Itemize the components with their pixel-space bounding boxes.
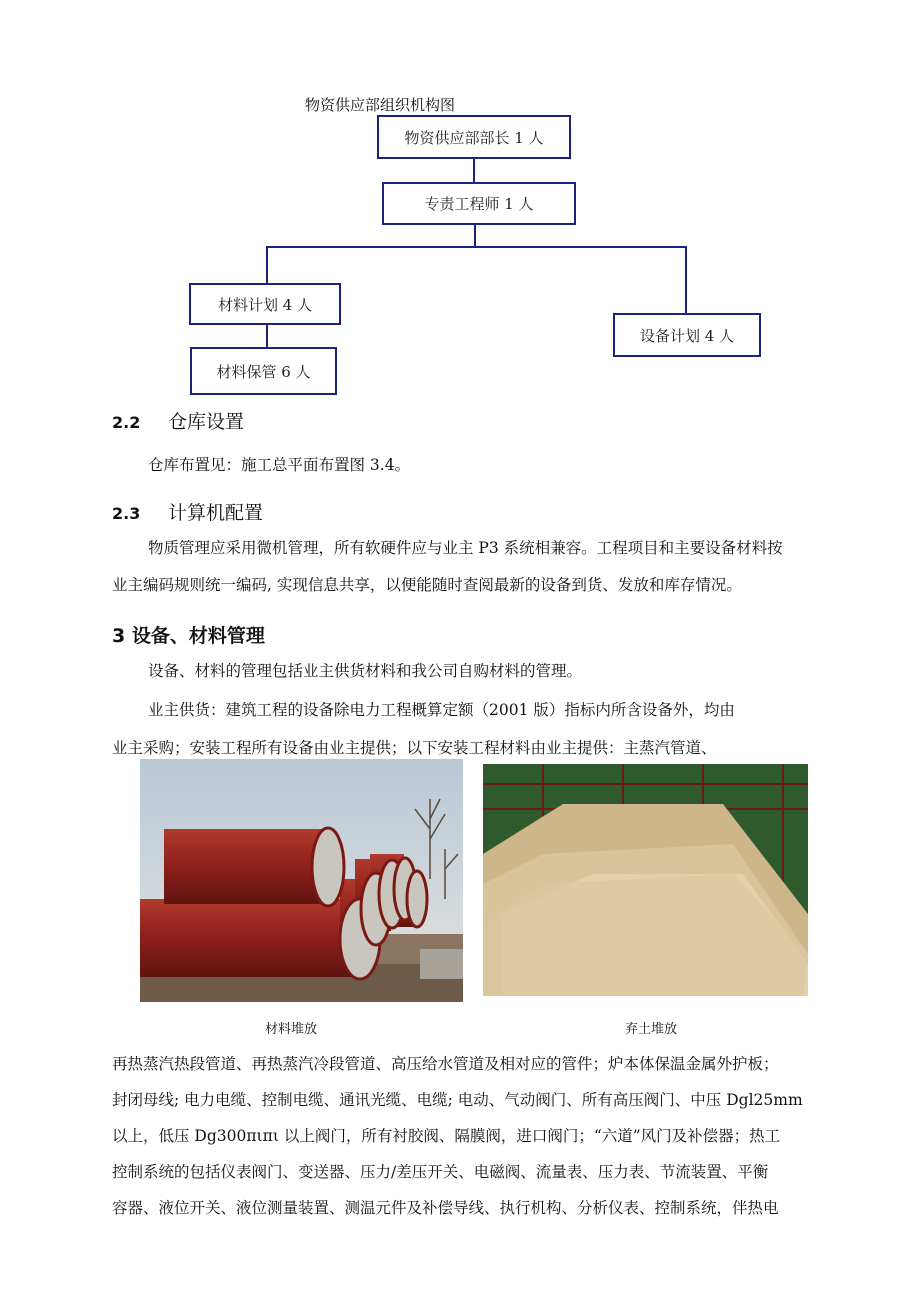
section-heading-2-3 xyxy=(112,498,263,525)
paragraph-line: 控制系统的包括仪表阀门、变送器、压力/差压开关、电磁阀、流量表、压力表、节流装置、平衡 xyxy=(112,1163,769,1181)
paragraph-line: 业主供货：建筑工程的设备除电力工程概算定额（2001 版）指标内所含设备外，均由 xyxy=(148,701,735,719)
org-connector xyxy=(266,246,687,248)
paragraph-line: 物质管理应采用微机管理，所有软硬件应与业主 P3 系统相兼容。工程项目和主要设备材料按 xyxy=(148,539,783,557)
section-number: 2.3 xyxy=(112,504,141,523)
org-connector xyxy=(685,246,687,315)
org-box-material-plan: 材料计划 4 人 xyxy=(189,283,341,325)
paragraph-line: 再热蒸汽热段管道、再热蒸汽冷段管道、高压给水管道及相对应的管件；炉本体保温金属外护板； xyxy=(112,1055,779,1073)
paragraph: 设备、材料的管理包括业主供货材料和我公司自购材料的管理。 xyxy=(148,662,583,680)
org-box-engineer: 专责工程师 1 人 xyxy=(382,182,576,225)
section-heading-3: 3 设备、材料管理 xyxy=(112,625,265,647)
paragraph-line: 容器、液位开关、液位测量装置、测温元件及补偿导线、执行机构、分析仪表、控制系统，伴热电 xyxy=(112,1199,779,1217)
org-box-material-store: 材料保管 6 人 xyxy=(190,347,337,395)
paragraph-line: 以上，低压 Dg300πιπι 以上阀门，所有衬胶阀、隔膜阀，进口阀门；“六道”风门及补偿器；热工 xyxy=(112,1127,781,1145)
photo-caption-right: 弃土堆放 xyxy=(625,1022,678,1037)
paragraph-line: 业主编码规则统一编码, 实现信息共享，以便能随时查阅最新的设备到货、发放和库存情况。 xyxy=(112,576,742,594)
section-title: 仓库设置 xyxy=(168,411,245,433)
paragraph-line: 封闭母线; 电力电缆、控制电缆、通讯光缆、电缆; 电动、气动阀门、所有高压阀门、中压 Dgl25mm xyxy=(112,1091,803,1109)
org-connector xyxy=(474,225,476,247)
soil-photo xyxy=(483,764,808,996)
section-title: 计算机配置 xyxy=(168,502,264,524)
pipes-photo xyxy=(140,759,463,1002)
org-chart-title: 物资供应部组织机构图 xyxy=(305,96,456,114)
photo-caption-left: 材料堆放 xyxy=(265,1022,318,1037)
org-connector xyxy=(266,325,268,348)
org-connector xyxy=(266,246,268,284)
org-box-head: 物资供应部部长 1 人 xyxy=(377,115,571,159)
section-heading-2-2 xyxy=(112,407,244,434)
section-number: 2.2 xyxy=(112,413,141,432)
org-connector xyxy=(473,159,475,182)
org-box-equipment-plan: 设备计划 4 人 xyxy=(613,313,761,357)
paragraph-line: 业主采购；安装工程所有设备由业主提供；以下安装工程材料由业主提供：主蒸汽管道、 xyxy=(112,739,717,757)
paragraph: 仓库布置见：施工总平面布置图 3.4。 xyxy=(148,456,411,474)
